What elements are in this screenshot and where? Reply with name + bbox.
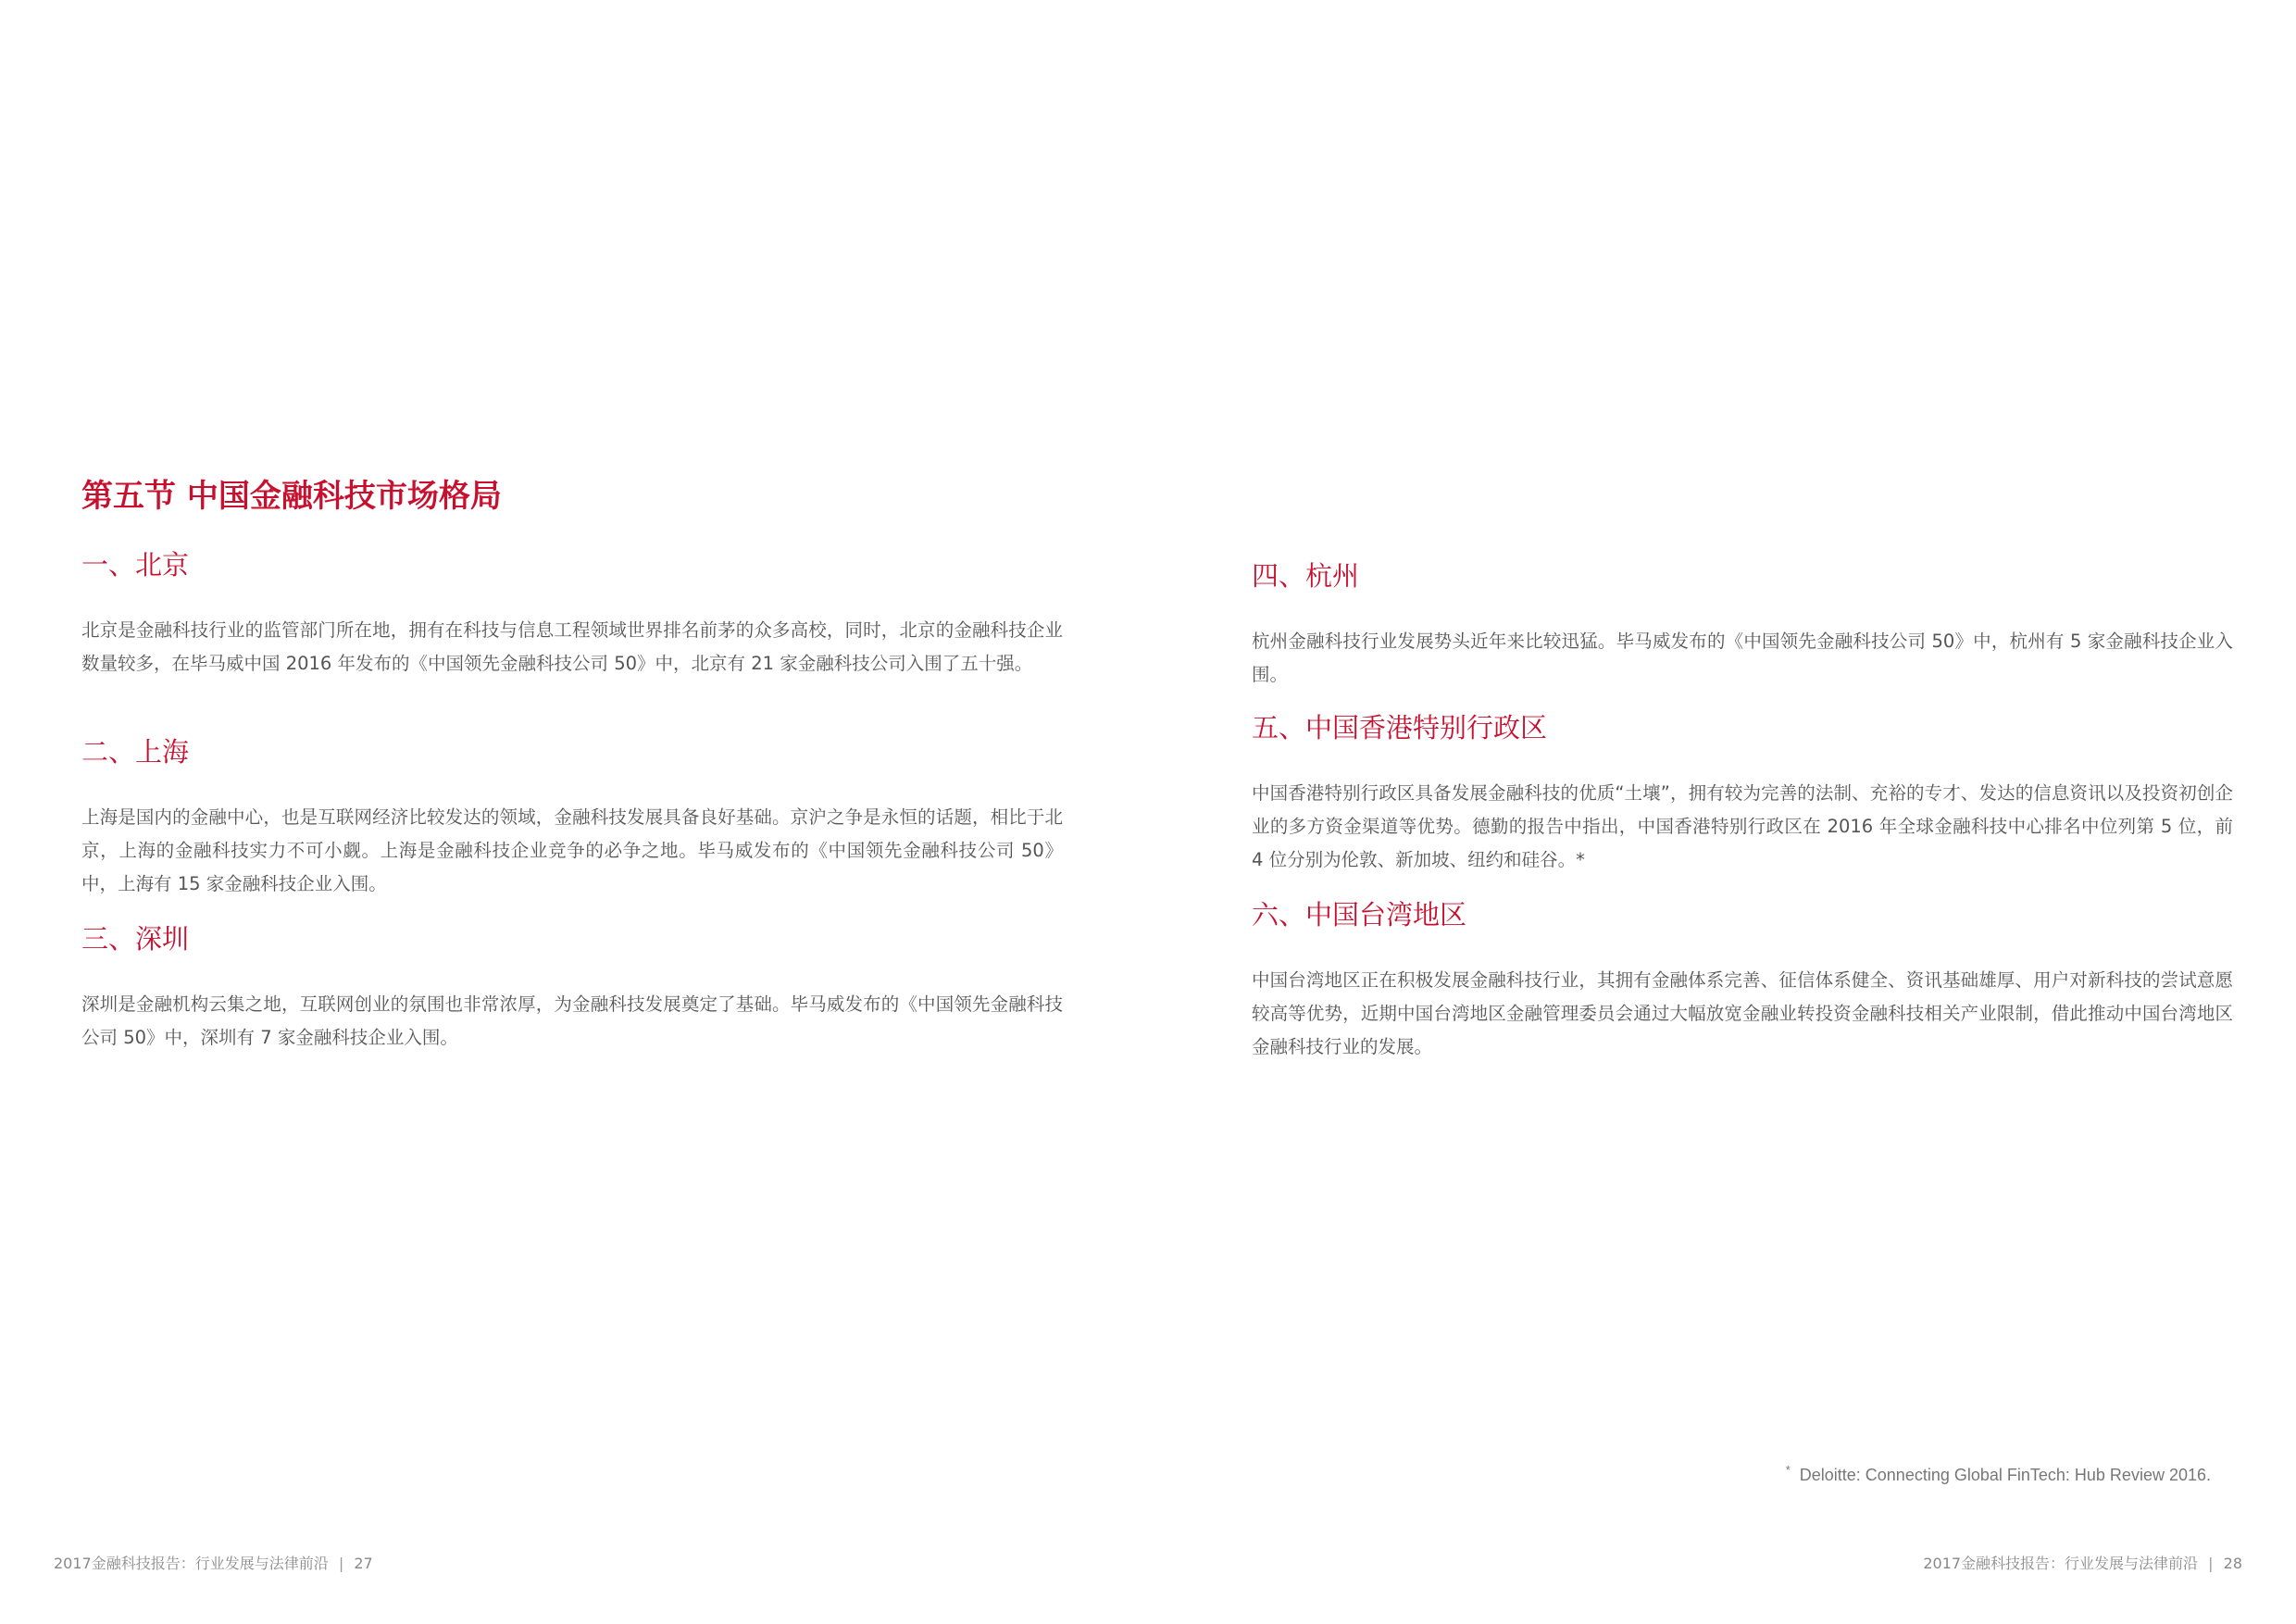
right-page <box>1148 0 2296 1624</box>
footnote-text: Deloitte: Connecting Global FinTech: Hub Review 2016. <box>1799 1466 2211 1484</box>
footer-report-title: 2017金融科技报告：行业发展与法律前沿 <box>1923 1555 2199 1572</box>
section-heading: 六、中国台湾地区 <box>1252 899 1467 931</box>
section-body: 杭州金融科技行业发展势头近年来比较迅猛。毕马威发布的《中国领先金融科技公司 50》中，杭州有 5 家金融科技企业入围。 <box>1252 631 2233 685</box>
section-body: 北京是金融科技行业的监管部门所在地，拥有在科技与信息工程领域世界排名前茅的众多高校，同时，北京的金融科技企业数量较多，在毕马威中国 2016 年发布的《中国领先金融科技公司 50》中，北京有 21 家金融科技公司入围了五十强。 <box>81 619 1063 674</box>
section-beijing <box>81 544 1063 681</box>
section-hongkong <box>1252 707 2233 877</box>
footer-report-title: 2017金融科技报告：行业发展与法律前沿 <box>54 1555 329 1572</box>
section-heading: 四、杭州 <box>1252 560 1360 592</box>
section-body: 中国香港特别行政区具备发展金融科技的优质“土壤”，拥有较为完善的法制、充裕的专才、发达的信息资讯以及投资初创企业的多方资金渠道等优势。德勤的报告中指出，中国香港特别行政区在 2016 年全球金融科技中心排名中位列第 5 位，前 4 位分别为伦敦、新加坡、纽约和硅谷。* <box>1252 782 2233 870</box>
section-heading: 一、北京 <box>81 549 190 581</box>
section-body: 中国台湾地区正在积极发展金融科技行业，其拥有金融体系完善、征信体系健全、资讯基础雄厚、用户对新科技的尝试意愿较高等优势，近期中国台湾地区金融管理委员会通过大幅放宽金融业转投资金融科技相关产业限制，借此推动中国台湾地区金融科技行业的发展。 <box>1252 969 2233 1057</box>
section-heading: 二、上海 <box>81 736 190 768</box>
page-number: 27 <box>354 1555 373 1572</box>
section-taiwan <box>1252 894 2233 1064</box>
section-shenzhen <box>81 918 1063 1055</box>
footnote <box>1786 1463 2211 1485</box>
page-footer <box>1923 1552 2242 1573</box>
chapter-title: 第五节 中国金融科技市场格局 <box>81 478 502 515</box>
page-number: 28 <box>2223 1555 2242 1572</box>
footer-separator: | <box>2208 1555 2214 1572</box>
footer-separator: | <box>338 1555 344 1572</box>
section-hangzhou <box>1252 556 2233 692</box>
section-heading: 三、深圳 <box>81 923 190 955</box>
section-heading: 五、中国香港特别行政区 <box>1252 712 1548 743</box>
section-shanghai <box>81 731 1063 901</box>
footnote-mark: * <box>1785 1463 1791 1477</box>
section-body: 深圳是金融机构云集之地，互联网创业的氛围也非常浓厚，为金融科技发展奠定了基础。毕马威发布的《中国领先金融科技公司 50》中，深圳有 7 家金融科技企业入围。 <box>81 993 1063 1048</box>
section-body: 上海是国内的金融中心，也是互联网经济比较发达的领域，金融科技发展具备良好基础。京沪之争是永恒的话题，相比于北京，上海的金融科技实力不可小觑。上海是金融科技企业竞争的必争之地。毕马威发布的《中国领先金融科技公司 50》中，上海有 15 家金融科技企业入围。 <box>81 806 1063 894</box>
page-footer <box>54 1552 373 1573</box>
